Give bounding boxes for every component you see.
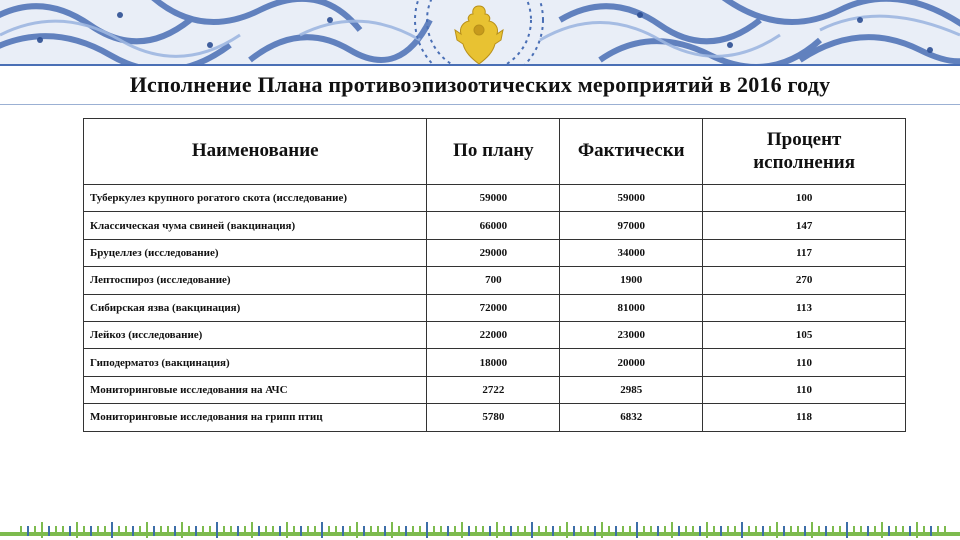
footer-tick	[734, 526, 736, 536]
cell-plan: 5780	[427, 404, 560, 431]
footer-tick	[643, 526, 645, 536]
footer-tick	[741, 522, 743, 538]
footer-tick	[125, 526, 127, 536]
footer-tick	[398, 526, 400, 536]
cell-actual: 20000	[560, 349, 703, 376]
cell-name: Классическая чума свиней (вакцинация)	[84, 212, 427, 239]
footer-base-stripe	[0, 532, 960, 536]
footer-tick	[447, 526, 449, 536]
footer-tick	[405, 526, 407, 536]
cell-actual: 23000	[560, 321, 703, 348]
footer-tick	[916, 522, 918, 538]
footer-tick	[881, 522, 883, 538]
footer-tick	[755, 526, 757, 536]
footer-tick	[552, 526, 554, 536]
table-header-row	[84, 119, 906, 185]
footer-tick	[223, 526, 225, 536]
footer-tick	[678, 526, 680, 536]
footer-tick	[356, 522, 358, 538]
footer-tick	[538, 526, 540, 536]
cell-name: Туберкулез крупного рогатого скота (исследование)	[84, 185, 427, 212]
footer-tick	[769, 526, 771, 536]
footer-tick	[62, 526, 64, 536]
footer-tick	[797, 526, 799, 536]
footer-tick	[230, 526, 232, 536]
footer-tick	[832, 526, 834, 536]
table-row	[84, 212, 906, 239]
footer-tick	[944, 526, 946, 536]
table-row	[84, 376, 906, 403]
footer-tick	[727, 526, 729, 536]
cell-percent: 117	[703, 239, 906, 266]
footer-tick	[580, 526, 582, 536]
footer-tick	[510, 526, 512, 536]
cell-name: Лейкоз (исследование)	[84, 321, 427, 348]
footer-tick	[671, 522, 673, 538]
footer-tick	[720, 526, 722, 536]
footer-tick	[615, 526, 617, 536]
table-row	[84, 404, 906, 431]
cell-name: Сибирская язва (вакцинация)	[84, 294, 427, 321]
page-title: Исполнение Плана противоэпизоотических мероприятий в 2016 году	[129, 72, 831, 97]
table-row	[84, 294, 906, 321]
footer-tick	[286, 522, 288, 538]
footer-tick	[34, 526, 36, 536]
footer-tick	[69, 526, 71, 536]
footer-tick	[867, 526, 869, 536]
column-header-plan: По плану	[427, 119, 560, 185]
cell-percent: 118	[703, 404, 906, 431]
footer-tick	[468, 526, 470, 536]
footer-tick	[391, 522, 393, 538]
table-row	[84, 349, 906, 376]
footer-tick	[930, 526, 932, 536]
footer-tick	[461, 522, 463, 538]
footer-tick	[804, 526, 806, 536]
footer-tick	[265, 526, 267, 536]
footer-tick	[601, 522, 603, 538]
cell-actual: 81000	[560, 294, 703, 321]
cell-actual: 34000	[560, 239, 703, 266]
footer-tick	[202, 526, 204, 536]
cell-name: Бруцеллез (исследование)	[84, 239, 427, 266]
footer-tick	[174, 526, 176, 536]
footer-tick	[811, 522, 813, 538]
cell-percent: 110	[703, 376, 906, 403]
column-header-actual: Фактически	[560, 119, 703, 185]
table-row	[84, 185, 906, 212]
footer-tick	[279, 526, 281, 536]
footer-tick	[188, 526, 190, 536]
footer-tick	[895, 526, 897, 536]
footer-tick	[349, 526, 351, 536]
cell-actual: 97000	[560, 212, 703, 239]
footer-tick	[118, 526, 120, 536]
footer-tick	[517, 526, 519, 536]
footer-tick	[412, 526, 414, 536]
footer-tick	[300, 526, 302, 536]
cell-plan: 66000	[427, 212, 560, 239]
golden-bird-emblem-icon	[449, 0, 509, 70]
footer-tick	[566, 522, 568, 538]
footer-tick	[454, 526, 456, 536]
footer-tick	[587, 526, 589, 536]
footer-tick	[685, 526, 687, 536]
footer-tick	[181, 522, 183, 538]
footer-tick	[629, 526, 631, 536]
footer-tick	[531, 522, 533, 538]
cell-actual: 6832	[560, 404, 703, 431]
footer-tick	[111, 522, 113, 538]
cell-percent: 105	[703, 321, 906, 348]
footer-tick	[132, 526, 134, 536]
cell-plan: 700	[427, 267, 560, 294]
cell-percent: 147	[703, 212, 906, 239]
footer-tick	[923, 526, 925, 536]
antiepizootic-plan-table	[83, 118, 906, 432]
footer-tick	[377, 526, 379, 536]
footer-tick	[307, 526, 309, 536]
footer-tick	[825, 526, 827, 536]
footer-tick	[97, 526, 99, 536]
footer-tick	[860, 526, 862, 536]
footer-tick	[636, 522, 638, 538]
footer-tick	[622, 526, 624, 536]
cell-percent: 110	[703, 349, 906, 376]
footer-tick	[902, 526, 904, 536]
footer-tick	[244, 526, 246, 536]
column-header-percent	[703, 119, 906, 185]
table-row	[84, 267, 906, 294]
footer-tick	[559, 526, 561, 536]
footer-tick	[314, 526, 316, 536]
cell-name: Гиподерматоз (вакцинация)	[84, 349, 427, 376]
footer-tick	[937, 526, 939, 536]
cell-plan: 18000	[427, 349, 560, 376]
cell-plan: 59000	[427, 185, 560, 212]
footer-tick	[853, 526, 855, 536]
cell-percent: 270	[703, 267, 906, 294]
footer-tick	[363, 526, 365, 536]
footer-tick	[90, 526, 92, 536]
footer-tick	[216, 522, 218, 538]
footer-tick	[524, 526, 526, 536]
footer-tick	[650, 526, 652, 536]
footer-tick	[146, 522, 148, 538]
footer-tick	[419, 526, 421, 536]
footer-tick	[783, 526, 785, 536]
footer-tick	[440, 526, 442, 536]
footer-tick	[545, 526, 547, 536]
footer-tick	[888, 526, 890, 536]
footer-tick	[489, 526, 491, 536]
footer-tick	[496, 522, 498, 538]
footer-tick	[153, 526, 155, 536]
footer-tick	[748, 526, 750, 536]
cell-actual: 59000	[560, 185, 703, 212]
footer-tick	[433, 526, 435, 536]
footer-tick	[909, 526, 911, 536]
footer-tick	[104, 526, 106, 536]
footer-tick	[713, 526, 715, 536]
footer-tick	[160, 526, 162, 536]
footer-tick	[594, 526, 596, 536]
footer-tick	[874, 526, 876, 536]
footer-tick	[608, 526, 610, 536]
footer-tick	[237, 526, 239, 536]
cell-percent: 100	[703, 185, 906, 212]
footer-tick	[20, 526, 22, 536]
footer-tick	[475, 526, 477, 536]
footer-tick	[384, 526, 386, 536]
footer-tick	[41, 522, 43, 538]
footer-tick	[195, 526, 197, 536]
footer-tick	[55, 526, 57, 536]
table-row	[84, 239, 906, 266]
cell-percent: 113	[703, 294, 906, 321]
footer-tick	[818, 526, 820, 536]
cell-actual: 1900	[560, 267, 703, 294]
footer-tick	[762, 526, 764, 536]
footer-tick	[209, 526, 211, 536]
cell-plan: 72000	[427, 294, 560, 321]
decorative-footer-ornament	[0, 520, 960, 540]
column-header-percent-line1: Процент	[766, 128, 842, 150]
footer-tick	[167, 526, 169, 536]
column-header-name: Наименование	[84, 119, 427, 185]
footer-tick	[76, 522, 78, 538]
footer-tick	[482, 526, 484, 536]
footer-tick	[699, 526, 701, 536]
cell-actual: 2985	[560, 376, 703, 403]
footer-tick	[706, 522, 708, 538]
footer-tick	[328, 526, 330, 536]
footer-tick	[692, 526, 694, 536]
footer-tick	[657, 526, 659, 536]
footer-tick	[370, 526, 372, 536]
footer-tick	[426, 522, 428, 538]
footer-tick	[503, 526, 505, 536]
cell-name: Мониторинговые исследования на грипп птиц	[84, 404, 427, 431]
footer-tick	[27, 526, 29, 536]
footer-tick	[258, 526, 260, 536]
cell-plan: 29000	[427, 239, 560, 266]
cell-name: Мониторинговые исследования на АЧС	[84, 376, 427, 403]
table-row	[84, 321, 906, 348]
footer-tick	[776, 522, 778, 538]
title-divider	[0, 104, 960, 105]
footer-tick	[335, 526, 337, 536]
footer-tick	[272, 526, 274, 536]
footer-tick	[83, 526, 85, 536]
footer-tick	[321, 522, 323, 538]
cell-plan: 22000	[427, 321, 560, 348]
column-header-percent-line2: исполнения	[753, 151, 855, 173]
footer-tick	[573, 526, 575, 536]
footer-tick	[251, 522, 253, 538]
footer-tick	[48, 526, 50, 536]
footer-tick	[342, 526, 344, 536]
footer-tick	[839, 526, 841, 536]
footer-tick	[664, 526, 666, 536]
footer-tick	[293, 526, 295, 536]
footer-tick	[846, 522, 848, 538]
footer-tick	[139, 526, 141, 536]
footer-tick	[790, 526, 792, 536]
cell-plan: 2722	[427, 376, 560, 403]
cell-name: Лептоспироз (исследование)	[84, 267, 427, 294]
